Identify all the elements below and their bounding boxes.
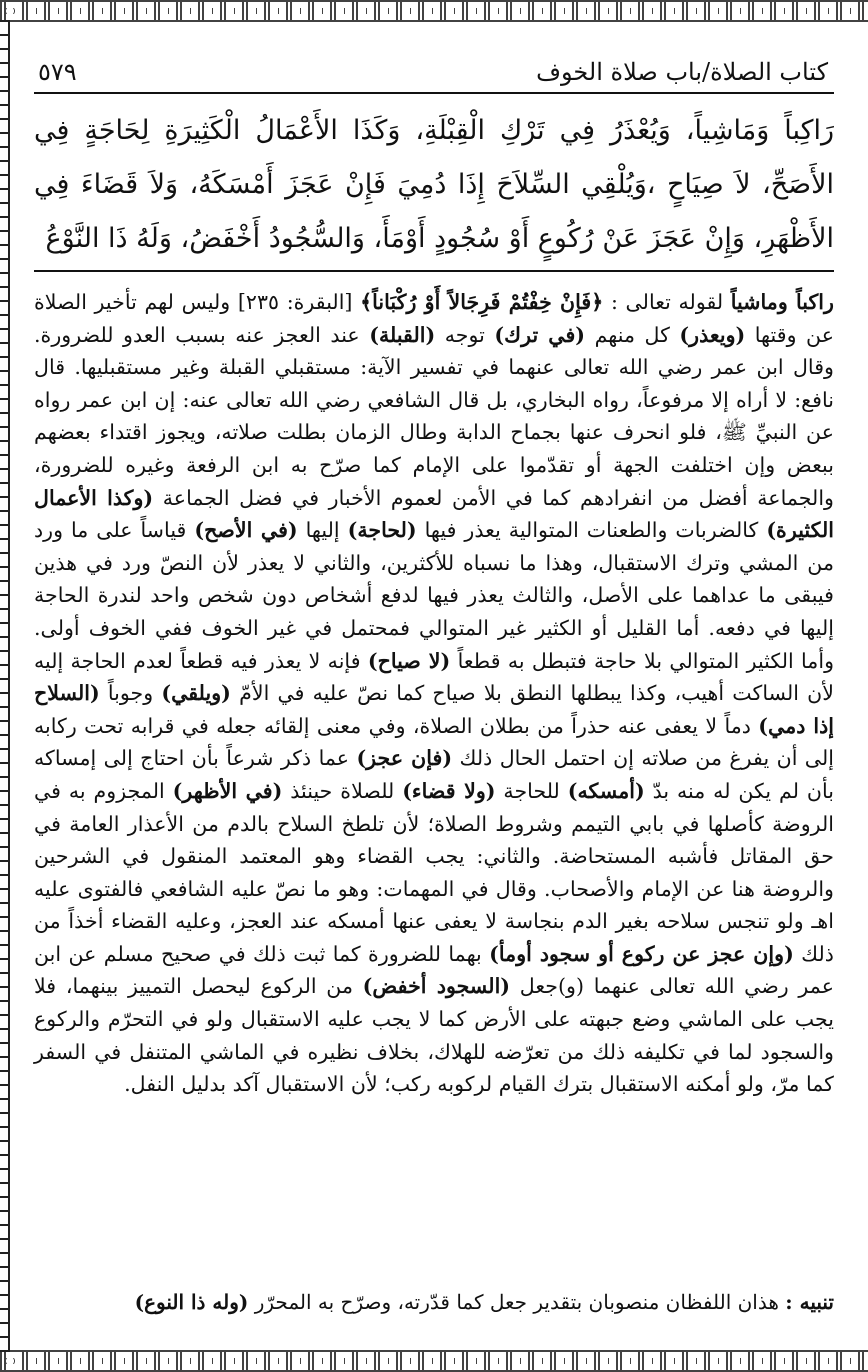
commentary-segment: [البقرة: ٢٣٥] وليس لهم تأخير الصلاة عن وقتها	[34, 290, 835, 347]
quoted-phrase: (السلاح إذا دمي)	[34, 681, 834, 738]
commentary-segment: كل منهم	[585, 322, 680, 347]
footnote	[34, 1286, 834, 1318]
commentary-segment: كالضربات والطعنات المتوالية يعذر فيها	[416, 518, 767, 543]
quoted-phrase: (وإن عجز عن ركوع أو سجود أومأ)	[489, 941, 794, 966]
commentary-segment: للصلاة حينئذ	[282, 778, 403, 803]
top-border-ornament	[0, 0, 868, 22]
note-label: تنبيه :	[785, 1290, 834, 1314]
quoted-phrase: راكباً وماشياً	[730, 290, 834, 314]
commentary-segment: المجزوم به في الروضة كأصلها في بابي التيمم وشروط الصلاة؛ لأن تلطخ السلاح بالدم من الأعذار العامة في حق المقاتل فأشبه المستحاضة. والثاني: يجب القضاء وهو المعتمد المنقول في الشرحين والروضة هنا عن الإمام والأصحاب. وقال في المهمات: وهو ما نصّ عليه الشافعي فالفتوى عليه اهـ ولو تنجس سلاحه بغير الدم بنجاسة لا يعفى عنها أمسكه عند العجز، وعليه القضاء أخذاً من ذلك	[34, 778, 834, 966]
quoted-phrase: (في الأصح)	[194, 518, 298, 543]
commentary-segment: للحاجة	[495, 778, 568, 803]
page-header	[34, 52, 834, 94]
quoted-phrase: (السجود أخفض)	[362, 974, 511, 999]
quoted-phrase: (وكذا الأعمال الكثيرة)	[34, 485, 835, 543]
commentary-segment: دماً لا يعفى عنه حذراً من بطلان الصلاة، وفي معنى إلقائه جعله في قرابه تحت ركابه إلى أن يفرغ من صلاته إن احتمل الحال ذلك	[34, 713, 834, 771]
commentary-segment: عند العجز عنه بسبب العدو للضرورة. وقال ابن عمر رضي الله تعالى عنهما في تفسير الآية: مستقبلي القبلة وغير مستقبليها. قال نافع: لا أراه إلا مرفوعاً، رواه البخاري، بل قال الشافعي رضي الله تعالى عنه: إن ابن عمر رواه عن النبيِّ ﷺ، فلو انحرف عنها بجماح الدابة وطال الزمان بطلت صلاته، ويجوز اقتداء بعضهم ببعض وإن اختلفت الجهة أو تقدّموا على الإمام كما صرّح به ابن الرفعة وغيره للضرورة، والجماعة أفضل من انفرادهم كما في الأمن لعموم الأخبار في فضل الجماعة	[34, 322, 834, 510]
commentary-segment: توجه	[435, 322, 495, 347]
quoted-phrase: (لا صياح)	[367, 648, 451, 673]
commentary-segment: لقوله تعالى :	[603, 290, 731, 314]
commentary-segment: فإنه لا يعذر فيه قطعاً لعدم الحاجة إليه لأن الساكت أهيب، وكذا يبطلها النطق بلا صياح كما نصّ عليه في الأمّ	[34, 648, 834, 706]
quoted-phrase: (ولا قضاء)	[402, 778, 496, 803]
bottom-border-ornament	[0, 1350, 868, 1372]
quoted-phrase: (ويلقي)	[161, 681, 231, 706]
commentary-segment: من الركوع ليحصل التمييز بينهما، فلا يجب على الماشي وضع جبهته على الأرض كما لا يجب عليه الاستقبال ولو في التحرّم والركوع والسجود لما في تكليفه ذلك من تعرّضه للهلاك، بخلاف نظيره في الماشي المتنفل في السفر كما مرّ، ولو أمكنه الاستقبال بترك القيام لركوبه ركب؛ لأن الاستقبال آكد بدليل النفل.	[34, 974, 834, 1097]
quoted-phrase: (أمسكه)	[567, 778, 645, 803]
page-number: ٥٧٩	[38, 58, 77, 86]
quoted-phrase: (في ترك)	[494, 322, 586, 347]
separator-line	[34, 270, 834, 272]
quoted-phrase: (ويعذر)	[679, 322, 746, 347]
quoted-phrase: ﴿فَإِنْ خِفْتُمْ فَرِجَالاً أَوْ رُكْبَاناً﴾	[360, 290, 604, 314]
note-reference: (وله ذا النوع)	[134, 1290, 249, 1314]
commentary-text	[34, 286, 834, 1101]
quoted-phrase: (القبلة)	[369, 322, 436, 347]
commentary-segment: عما ذكر شرعاً بأن احتاج إلى إمساكه بأن لم يكن له منه بدّ	[34, 746, 834, 803]
running-title: كتاب الصلاة/باب صلاة الخوف	[536, 58, 828, 86]
commentary-segment: بهما للضرورة كما ثبت ذلك في صحيح مسلم عن ابن عمر رضي الله تعالى عنهما (و)جعل	[34, 941, 834, 999]
commentary-segment: إليها	[297, 518, 348, 543]
quoted-phrase: (فإن عجز)	[356, 746, 453, 771]
left-border-ornament	[0, 20, 10, 1352]
quoted-phrase: (في الأظهر)	[172, 778, 283, 803]
quoted-phrase: (لحاجة)	[347, 518, 417, 543]
main-text: رَاكِباً وَمَاشِياً، وَيُعْذَرُ فِي تَرْكِ الْقِبْلَةِ، وَكَذَا الأَعْمَالُ الْكَثِيرَةِ لِحَاجَةٍ فِي الأَصَحِّ، لاَ صِيَاحٍ ،وَيُلْقِي السِّلاَحَ إِذَا دُمِيَ فَإِنْ عَجَزَ أَمْسَكَهُ، وَلاَ قَضَاءَ فِي الأَظْهَرِ، وَإِنْ عَجَزَ عَنْ رُكُوعٍ أَوْ سُجُودٍ أَوْمَأَ، وَالسُّجُودُ أَخْفَضُ، وَلَهُ ذَا النَّوْعُ	[34, 115, 834, 254]
commentary-segment: وجوباً	[99, 681, 162, 706]
note-text: هذان اللفظان منصوبان بتقدير جعل كما قدّرته، وصرّح به المحرّر	[248, 1290, 786, 1314]
commentary-segment: قياساً على ما ورد من المشي وترك الاستقبال، وهذا ما نسباه للأكثرين، والثاني لا يعذر لأن النصّ ورد في هذين فيبقى ما عداهما على الأصل، والثالث يعذر فيها لدفع أشخاص دون شخص واحد لندرة الحاجة إليها في دفعه. أما القليل أو الكثير غير المتوالي فمحتمل في غير الخوف ففي الخوف أولى. وأما الكثير المتوالي بلا حاجة فتبطل به قطعاً	[34, 518, 835, 673]
